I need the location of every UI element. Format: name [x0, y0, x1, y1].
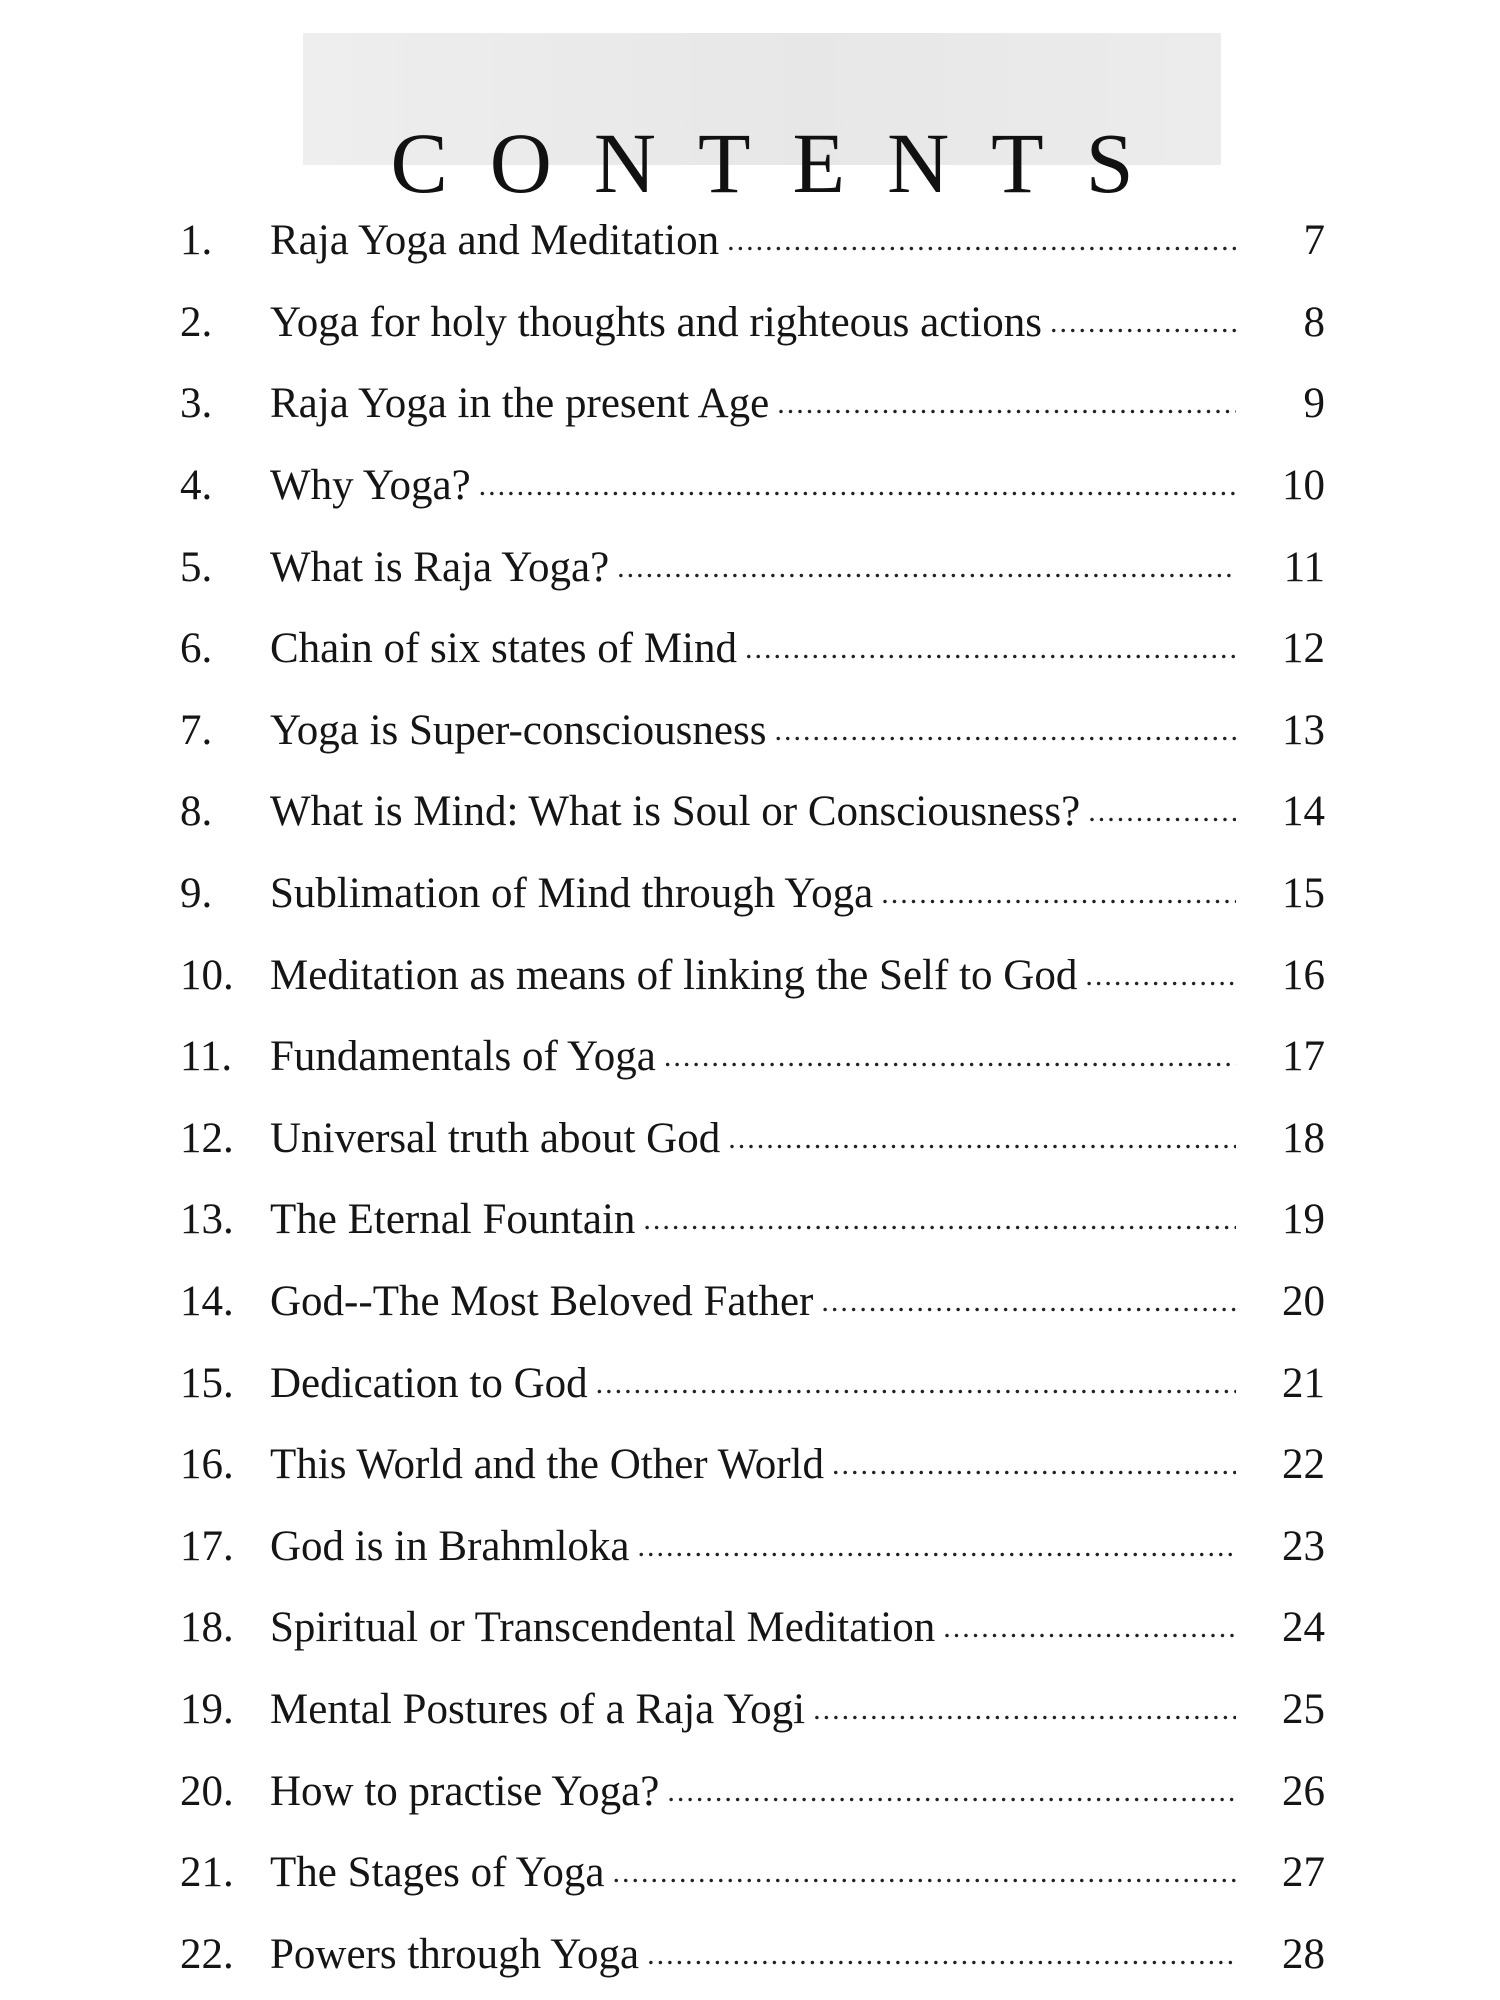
entry-page-number: 7 [1303, 217, 1325, 265]
dot-leader [813, 1688, 1236, 1731]
entry-page-number: 28 [1282, 1930, 1325, 1978]
entry-page-number: 18 [1282, 1114, 1325, 1162]
entry-title: The Eternal Fountain [270, 1196, 636, 1244]
table-of-contents [180, 200, 1325, 1995]
entry-page-number: 16 [1282, 951, 1325, 999]
entry-number: 2. [180, 298, 213, 346]
entry-title: What is Raja Yoga? [270, 543, 610, 591]
dot-leader [745, 627, 1236, 670]
toc-entry [180, 445, 1325, 527]
entry-number: 20. [180, 1767, 234, 1815]
entry-title: Raja Yoga in the present Age [270, 380, 770, 428]
entry-number: 10. [180, 951, 234, 999]
entry-number: 17. [180, 1522, 234, 1570]
dot-leader [1088, 790, 1236, 833]
entry-page-number: 11 [1283, 543, 1325, 591]
toc-entry [180, 200, 1325, 282]
entry-page-number: 14 [1282, 788, 1325, 836]
toc-entry [180, 853, 1325, 935]
dot-leader [1050, 301, 1236, 344]
entry-title: Dedication to God [270, 1359, 588, 1407]
entry-title: Yoga for holy thoughts and righteous actions [270, 298, 1042, 346]
toc-entry [180, 1913, 1325, 1995]
entry-page-number: 20 [1282, 1278, 1325, 1326]
toc-entry [180, 1750, 1325, 1832]
entry-number: 21. [180, 1849, 234, 1897]
dot-leader [777, 382, 1236, 425]
entry-number: 22. [180, 1930, 234, 1978]
toc-entry [180, 690, 1325, 772]
entry-page-number: 22 [1282, 1441, 1325, 1489]
toc-entry [180, 1261, 1325, 1343]
entry-number: 6. [180, 625, 213, 673]
dot-leader [596, 1362, 1236, 1405]
entry-page-number: 23 [1282, 1522, 1325, 1570]
dot-leader [943, 1606, 1236, 1649]
page-title: CONTENTS [390, 114, 1176, 211]
entry-page-number: 12 [1282, 625, 1325, 673]
dot-leader [643, 1198, 1236, 1241]
toc-entry [180, 1098, 1325, 1180]
entry-title: Spiritual or Transcendental Meditation [270, 1604, 936, 1652]
toc-entry [180, 1669, 1325, 1751]
entry-number: 4. [180, 462, 213, 510]
toc-entry [180, 1424, 1325, 1506]
entry-number: 19. [180, 1685, 234, 1733]
dot-leader [479, 464, 1236, 507]
entry-number: 7. [180, 706, 213, 754]
toc-entry [180, 771, 1325, 853]
entry-page-number: 8 [1303, 298, 1325, 346]
entry-page-number: 27 [1282, 1849, 1325, 1897]
entry-title: Fundamentals of Yoga [270, 1033, 656, 1081]
toc-entry [180, 1016, 1325, 1098]
entry-title: Powers through Yoga [270, 1930, 640, 1978]
entry-number: 3. [180, 380, 213, 428]
dot-leader [832, 1443, 1236, 1486]
entry-page-number: 9 [1303, 380, 1325, 428]
toc-entry [180, 934, 1325, 1016]
dot-leader [647, 1933, 1236, 1976]
dot-leader [727, 219, 1236, 262]
entry-page-number: 15 [1282, 870, 1325, 918]
entry-title: Chain of six states of Mind [270, 625, 737, 673]
dot-leader [881, 872, 1236, 915]
entry-number: 18. [180, 1604, 234, 1652]
entry-page-number: 21 [1282, 1359, 1325, 1407]
entry-page-number: 19 [1282, 1196, 1325, 1244]
entry-number: 14. [180, 1278, 234, 1326]
entry-title: Yoga is Super-consciousness [270, 706, 767, 754]
entry-number: 12. [180, 1114, 234, 1162]
entry-number: 9. [180, 870, 213, 918]
entry-title: God--The Most Beloved Father [270, 1278, 814, 1326]
dot-leader [728, 1117, 1236, 1160]
dot-leader [667, 1770, 1236, 1813]
toc-entry [180, 1506, 1325, 1588]
entry-title: Mental Postures of a Raja Yogi [270, 1685, 806, 1733]
entry-number: 5. [180, 543, 213, 591]
entry-title: Sublimation of Mind through Yoga [270, 870, 874, 918]
entry-page-number: 26 [1282, 1767, 1325, 1815]
entry-number: 11. [180, 1033, 233, 1081]
dot-leader [664, 1035, 1236, 1078]
toc-entry [180, 282, 1325, 364]
dot-leader [638, 1525, 1237, 1568]
toc-entry [180, 526, 1325, 608]
dot-leader [1085, 954, 1236, 997]
entry-number: 1. [180, 217, 213, 265]
toc-entry [180, 1342, 1325, 1424]
entry-title: What is Mind: What is Soul or Consciousness? [270, 788, 1081, 836]
entry-number: 16. [180, 1441, 234, 1489]
dot-leader [617, 546, 1236, 589]
entry-page-number: 13 [1282, 706, 1325, 754]
entry-page-number: 17 [1282, 1033, 1325, 1081]
dot-leader [612, 1851, 1236, 1894]
entry-page-number: 24 [1282, 1604, 1325, 1652]
toc-entry [180, 1832, 1325, 1914]
toc-entry [180, 363, 1325, 445]
entry-title: This World and the Other World [270, 1441, 824, 1489]
entry-title: Universal truth about God [270, 1114, 721, 1162]
entry-number: 15. [180, 1359, 234, 1407]
toc-entry [180, 1587, 1325, 1669]
toc-entry [180, 1179, 1325, 1261]
entry-title: God is in Brahmloka [270, 1522, 630, 1570]
entry-number: 13. [180, 1196, 234, 1244]
entry-page-number: 25 [1282, 1685, 1325, 1733]
entry-title: How to practise Yoga? [270, 1767, 660, 1815]
dot-leader [774, 709, 1236, 752]
entry-page-number: 10 [1282, 462, 1325, 510]
entry-title: Why Yoga? [270, 462, 471, 510]
toc-entry [180, 608, 1325, 690]
entry-title: The Stages of Yoga [270, 1849, 605, 1897]
dot-leader [821, 1280, 1236, 1323]
entry-number: 8. [180, 788, 213, 836]
entry-title: Meditation as means of linking the Self to God [270, 951, 1078, 999]
entry-title: Raja Yoga and Meditation [270, 217, 720, 265]
